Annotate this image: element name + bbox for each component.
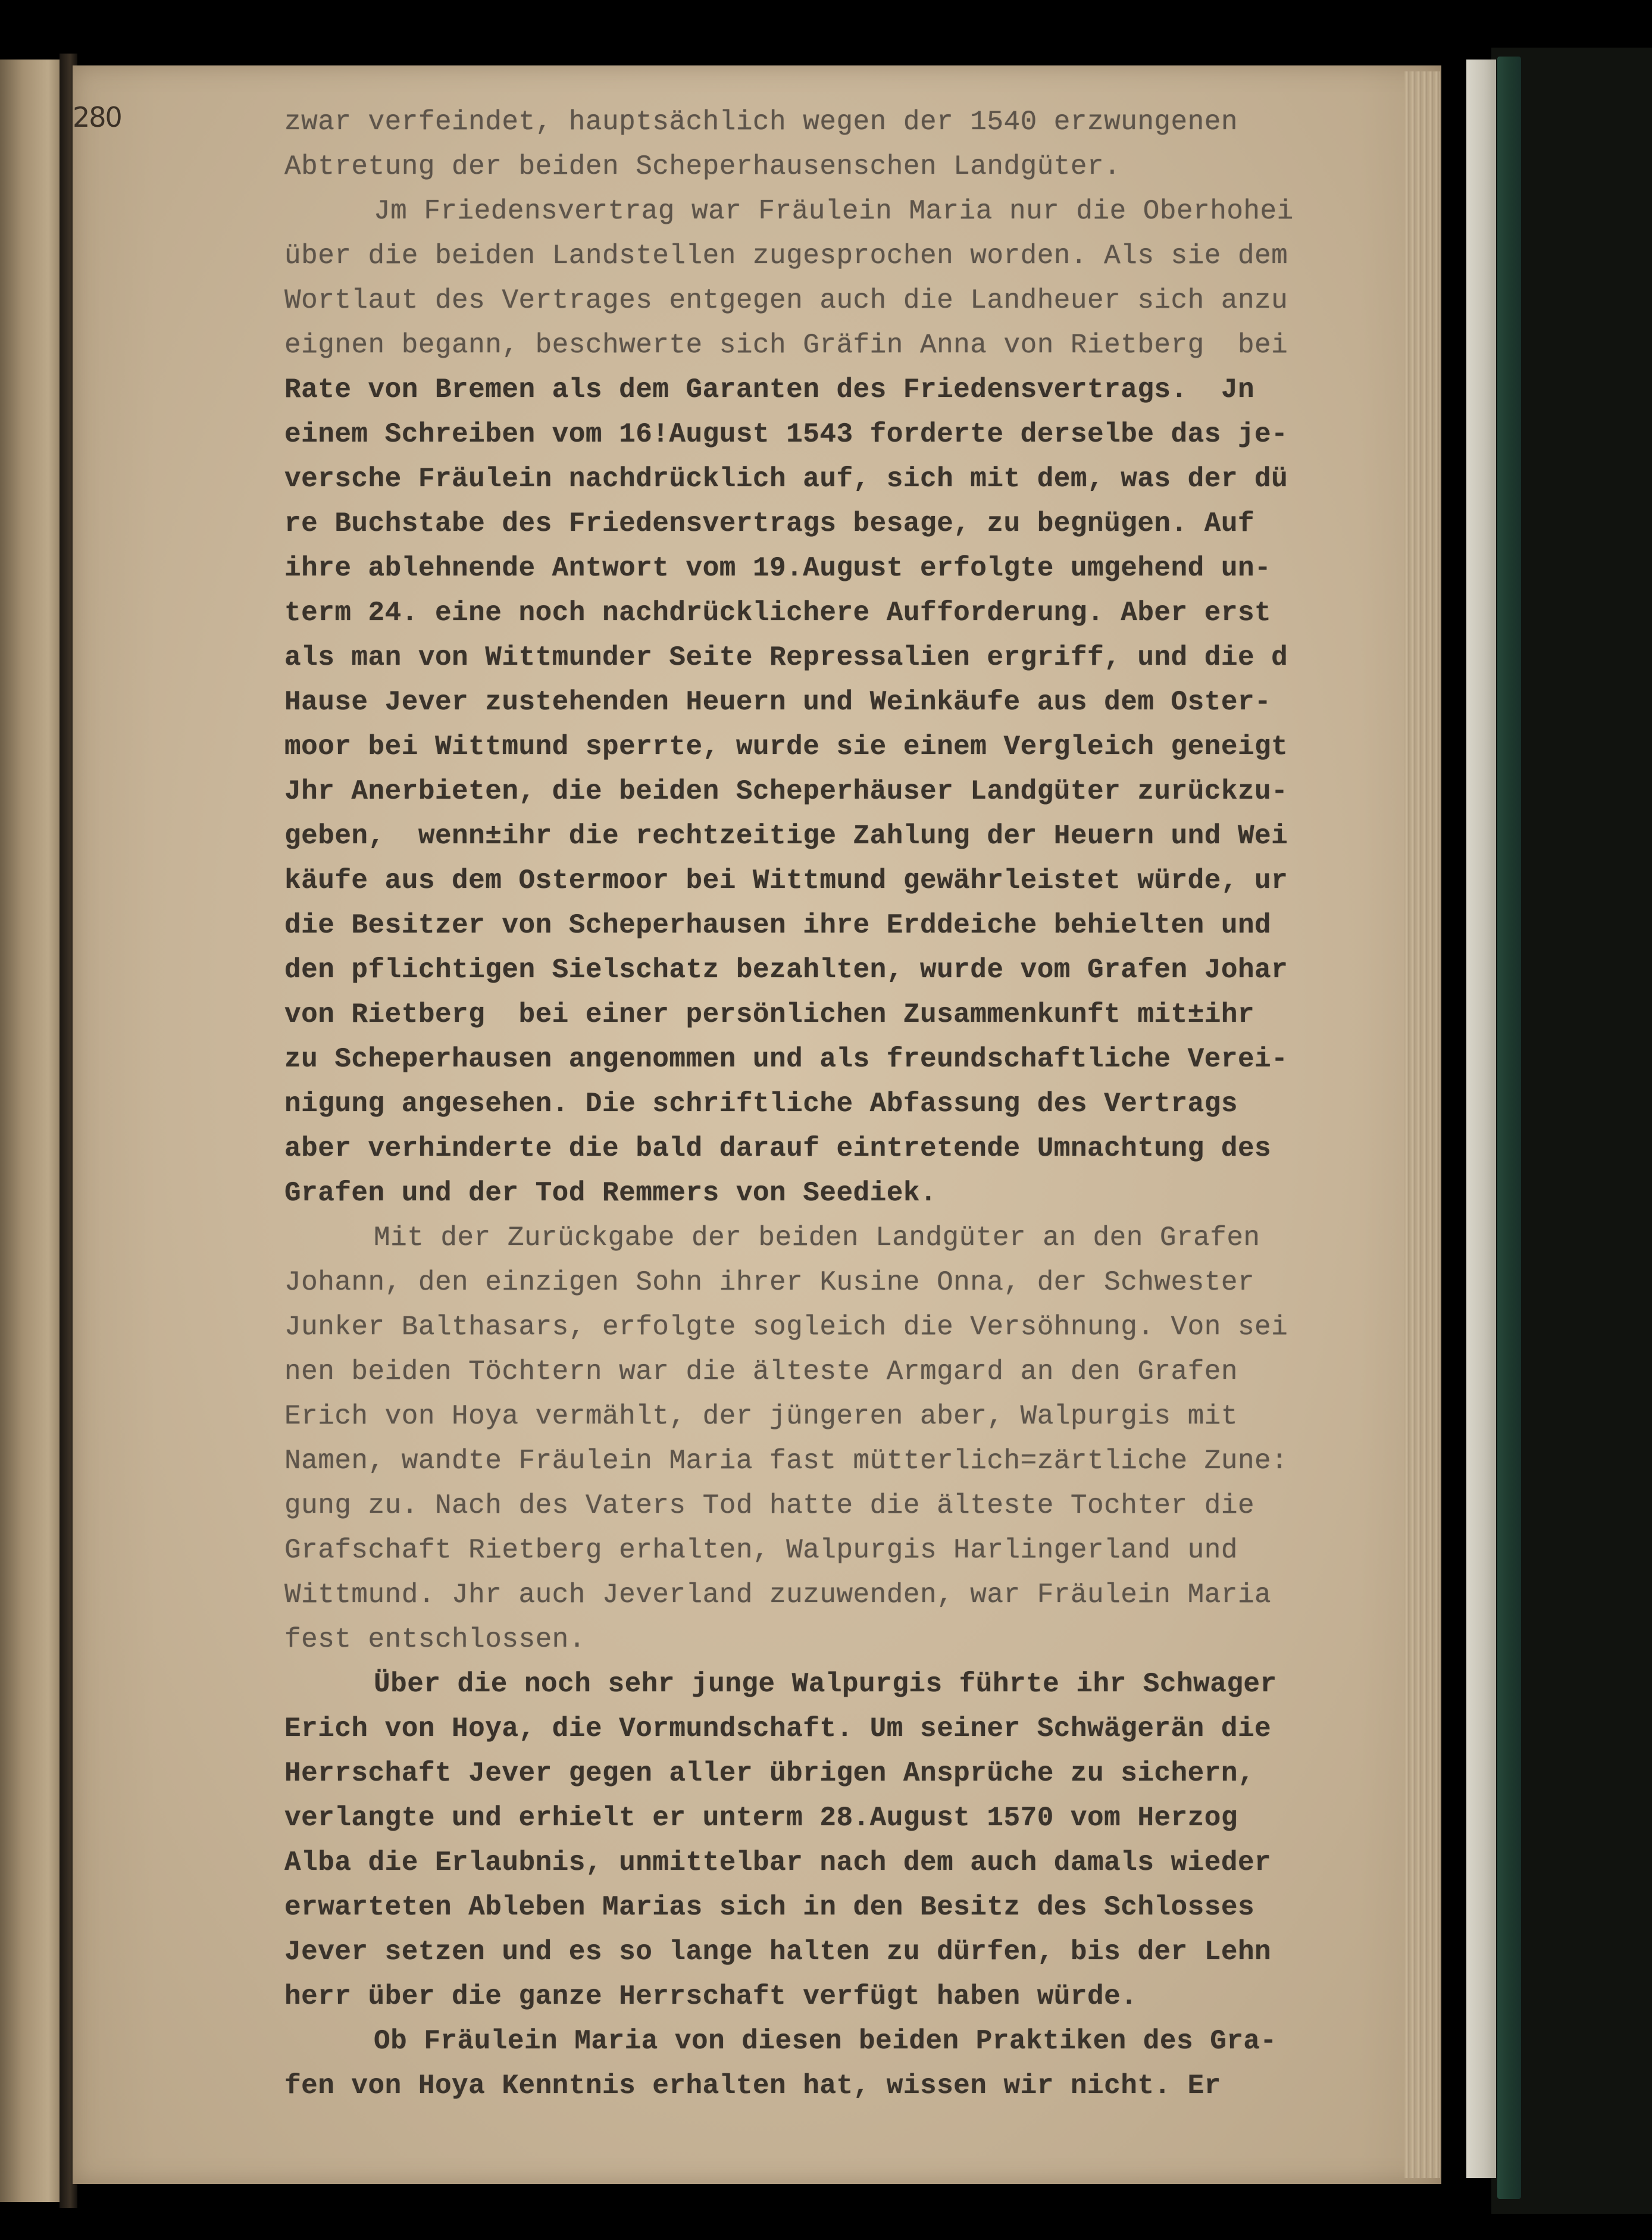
text-line: Alba die Erlaubnis, unmittelbar nach dem auch damals wieder <box>284 1847 1272 1878</box>
text-line: erwarteten Ableben Marias sich in den Besitz des Schlosses <box>284 1892 1255 1923</box>
text-line: als man von Wittmunder Seite Repressalien ergriff, und die d <box>284 642 1288 673</box>
text-line: re Buchstabe des Friedensvertrags besage, zu begnügen. Auf <box>284 508 1255 539</box>
text-line: Erich von Hoya vermählt, der jüngeren aber, Walpurgis mit <box>284 1401 1238 1432</box>
text-line: moor bei Wittmund sperrte, wurde sie einem Vergleich geneigt <box>284 731 1288 762</box>
text-line: Grafen und der Tod Remmers von Seediek. <box>284 1178 937 1209</box>
text-line: verlangte und erhielt er unterm 28.August 1570 vom Herzog <box>284 1803 1238 1834</box>
text-line: gung zu. Nach des Vaters Tod hatte die älteste Tochter die <box>284 1490 1255 1521</box>
text-line: den pflichtigen Sielschatz bezahlten, wurde vom Grafen Johar <box>284 955 1288 986</box>
book-endpaper <box>1466 60 1496 2178</box>
text-line: eignen begann, beschwerte sich Gräfin Anna von Rietberg bei <box>284 330 1288 361</box>
text-line: die Besitzer von Scheperhausen ihre Erddeiche behielten und <box>284 910 1272 941</box>
typewritten-text <box>284 100 1403 2108</box>
text-line: herr über die ganze Herrschaft verfügt haben würde. <box>284 1981 1138 2012</box>
text-line: einem Schreiben vom 16!August 1543 forderte derselbe das je- <box>284 419 1288 450</box>
text-line: Johann, den einzigen Sohn ihrer Kusine Onna, der Schwester <box>284 1267 1255 1298</box>
text-line: Abtretung der beiden Scheperhausenschen Landgüter. <box>284 151 1121 182</box>
book-cover-cloth <box>1497 57 1521 2199</box>
text-line: Rate von Bremen als dem Garanten des Friedensvertrags. Jn <box>284 374 1255 405</box>
text-line: zwar verfeindet, hauptsächlich wegen der 1540 erzwungenen <box>284 107 1238 137</box>
text-line: von Rietberg bei einer persönlichen Zusammenkunft mit±ihr <box>284 999 1255 1030</box>
text-line: Erich von Hoya, die Vormundschaft. Um seiner Schwägerän die <box>284 1713 1272 1744</box>
page-edges <box>1404 71 1440 2178</box>
text-line: Wittmund. Jhr auch Jeverland zuzuwenden, war Fräulein Maria <box>284 1579 1272 1610</box>
text-line: term 24. eine noch nachdrücklichere Aufforderung. Aber erst <box>284 597 1272 628</box>
text-line: Hause Jever zustehenden Heuern und Weinkäufe aus dem Oster- <box>284 687 1272 718</box>
text-line: käufe aus dem Ostermoor bei Wittmund gewährleistet würde, ur <box>284 865 1288 896</box>
text-line: fen von Hoya Kenntnis erhalten hat, wissen wir nicht. Er <box>284 2070 1221 2101</box>
text-line: über die beiden Landstellen zugesprochen worden. Als sie dem <box>284 240 1288 271</box>
text-line: Jm Friedensvertrag war Fräulein Maria nur die Oberhohei <box>374 196 1294 227</box>
text-line: nen beiden Töchtern war die älteste Armgard an den Grafen <box>284 1356 1238 1387</box>
page-number: 280 <box>73 101 121 133</box>
text-line: Wortlaut des Vertrages entgegen auch die Landheuer sich anzu <box>284 285 1288 316</box>
text-line: nigung angesehen. Die schriftliche Abfassung des Vertrags <box>284 1088 1238 1119</box>
text-line: aber verhinderte die bald darauf eintretende Umnachtung des <box>284 1133 1272 1164</box>
text-line: versche Fräulein nachdrücklich auf, sich mit dem, was der dü <box>284 464 1288 495</box>
text-line: Herrschaft Jever gegen aller übrigen Ansprüche zu sichern, <box>284 1758 1255 1789</box>
text-line: Grafschaft Rietberg erhalten, Walpurgis Harlingerland und <box>284 1535 1238 1566</box>
text-line: ihre ablehnende Antwort vom 19.August erfolgte umgehend un- <box>284 553 1272 584</box>
text-line: Junker Balthasars, erfolgte sogleich die Versöhnung. Von sei <box>284 1312 1288 1343</box>
text-line: fest entschlossen. <box>284 1624 586 1655</box>
text-line: Jhr Anerbieten, die beiden Scheperhäuser Landgüter zurückzu- <box>284 776 1288 807</box>
text-line: Ob Fräulein Maria von diesen beiden Praktiken des Gra- <box>374 2026 1277 2057</box>
text-line: zu Scheperhausen angenommen und als freundschaftliche Verei- <box>284 1044 1288 1075</box>
text-line: Jever setzen und es so lange halten zu dürfen, bis der Lehn <box>284 1936 1272 1967</box>
text-line: geben, wenn±ihr die rechtzeitige Zahlung der Heuern und Wei <box>284 821 1288 852</box>
text-line: Mit der Zurückgabe der beiden Landgüter an den Grafen <box>374 1222 1260 1253</box>
text-line: Über die noch sehr junge Walpurgis führte ihr Schwager <box>374 1669 1277 1700</box>
adjacent-left-page <box>0 60 64 2202</box>
text-line: Namen, wandte Fräulein Maria fast mütterlich=zärtliche Zune: <box>284 1446 1288 1476</box>
